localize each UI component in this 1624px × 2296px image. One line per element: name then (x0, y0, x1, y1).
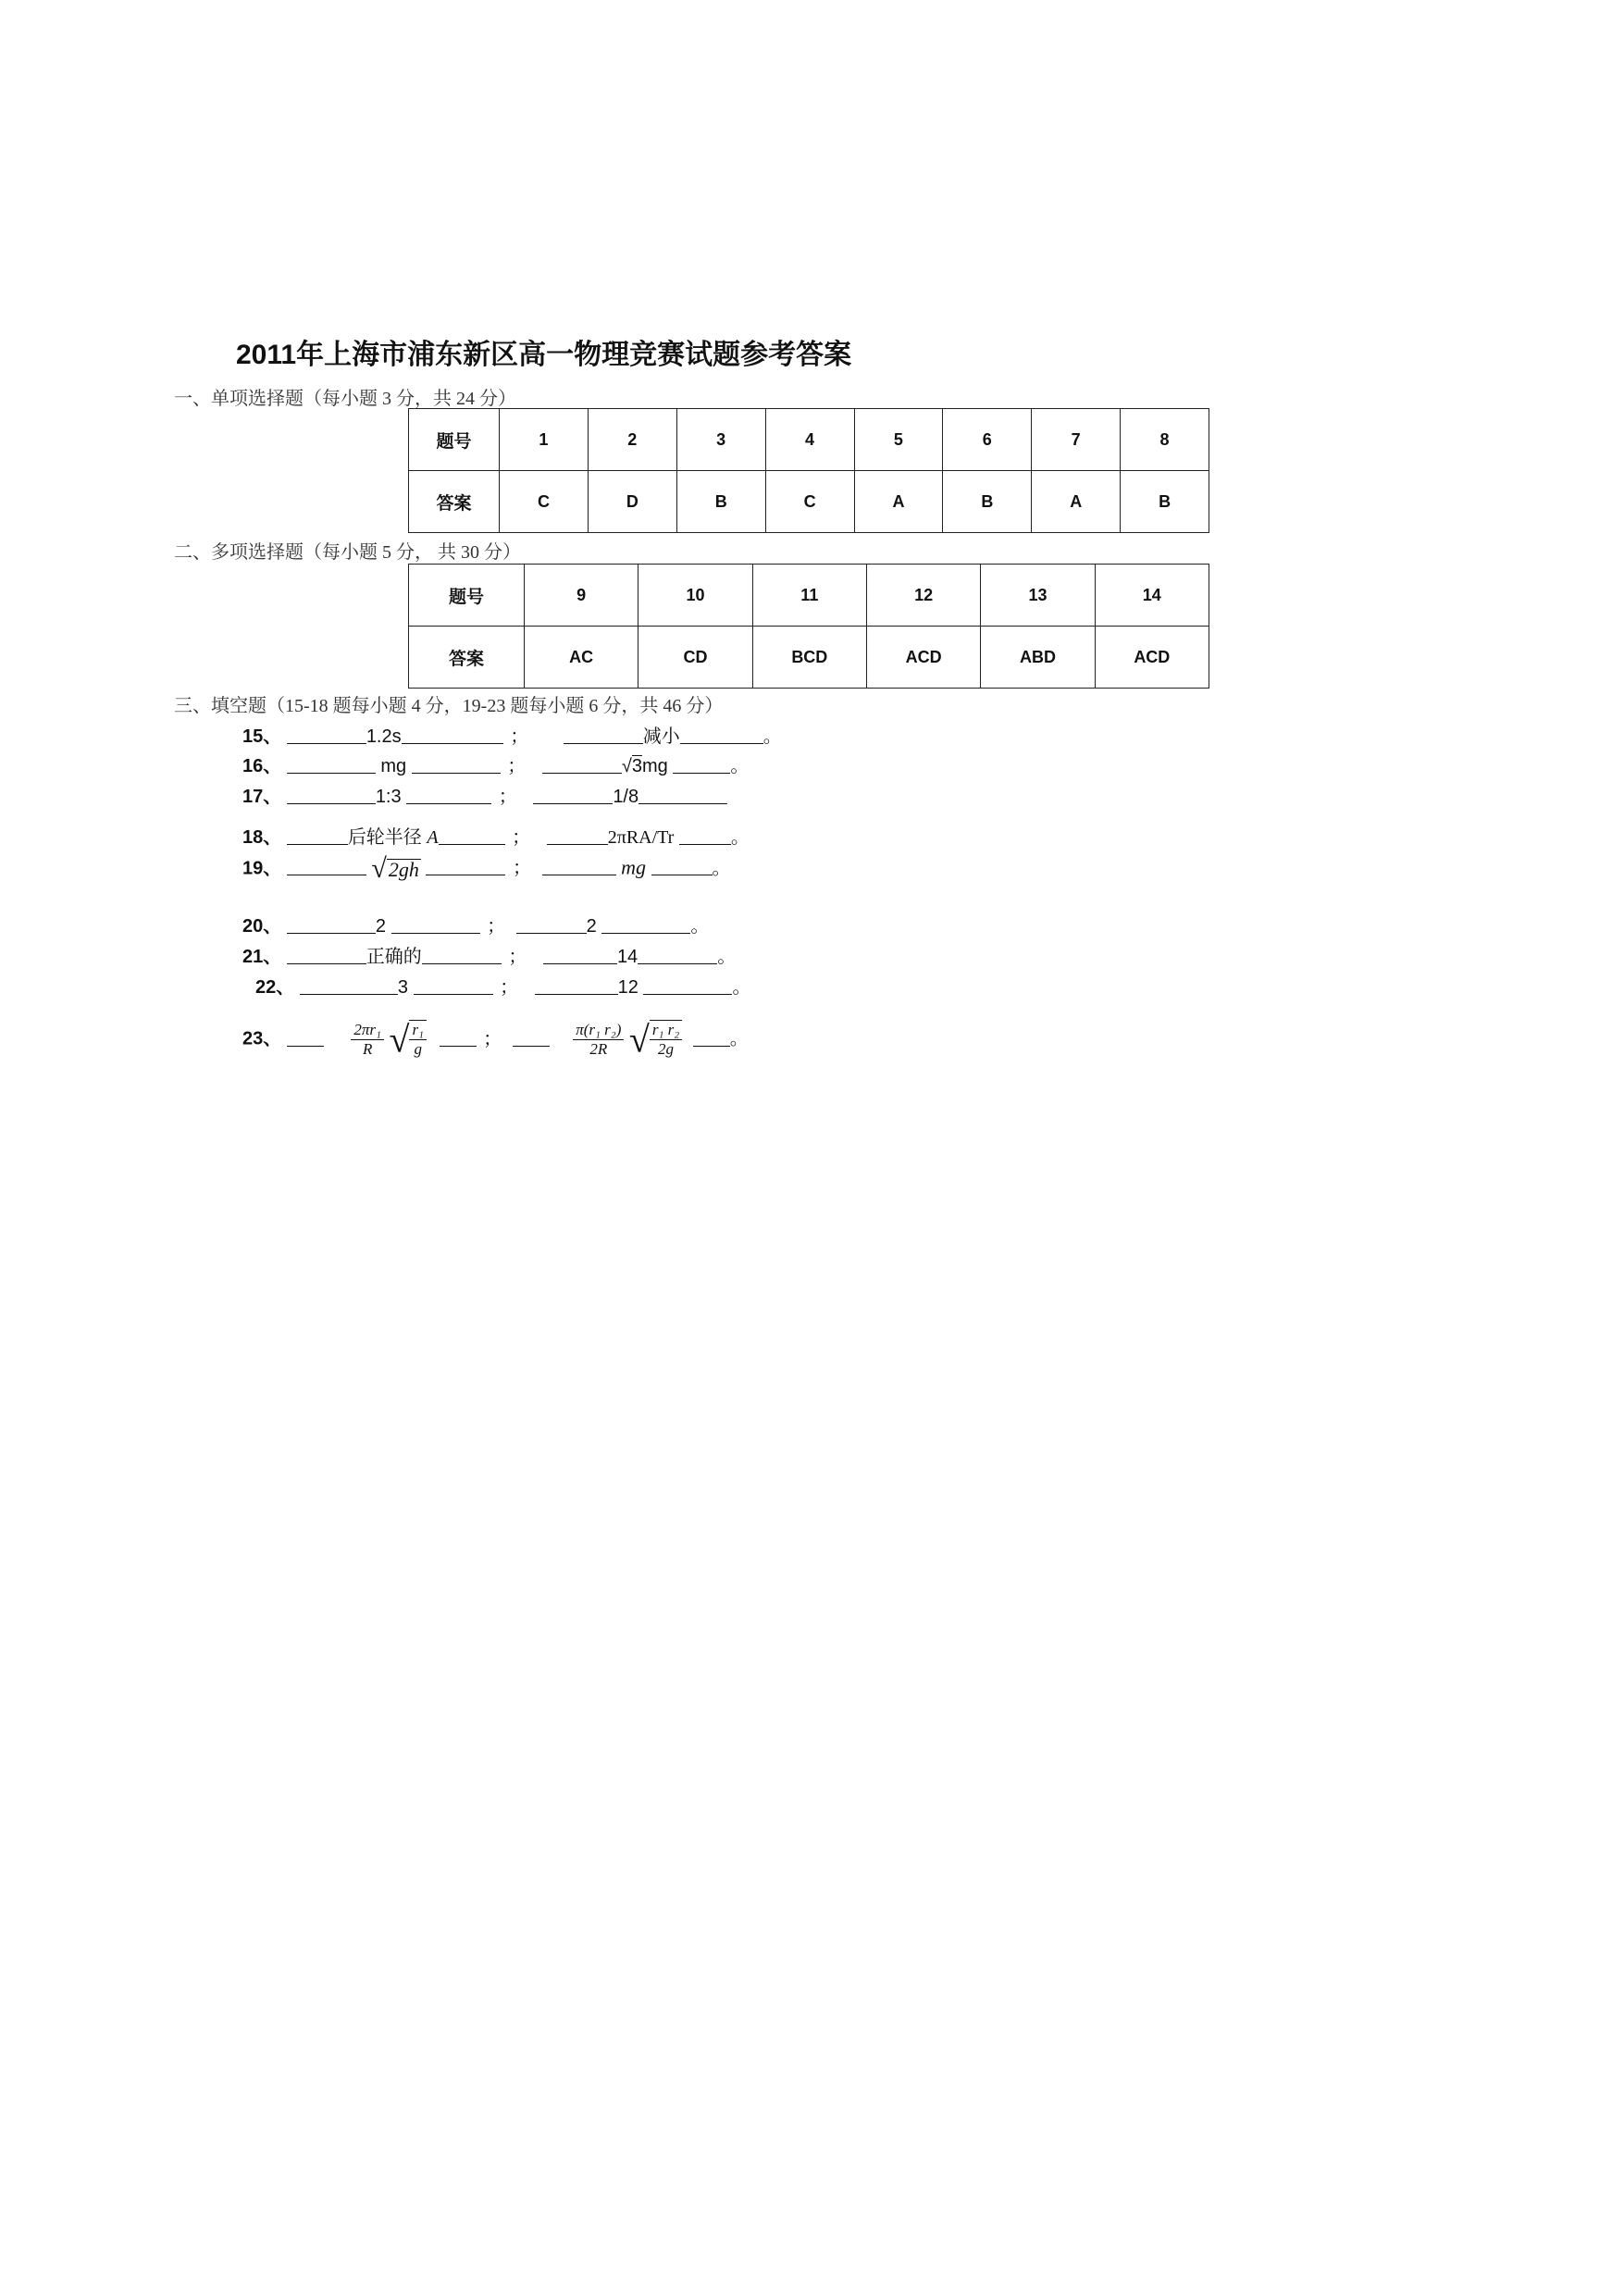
question-number: 5 (854, 409, 943, 471)
question-number: 19、 (242, 858, 282, 879)
question-number: 13 (981, 565, 1095, 627)
question-number: 21、 (242, 947, 282, 967)
answer-value: 后轮半径 (347, 827, 422, 848)
fill-answer-17: 17、 1:3 ； 1/8 (242, 788, 727, 806)
answer-cell: A (854, 471, 943, 533)
fraction: $\frac{\text{π(r₁ r₂)}}{2R}$ (573, 1021, 624, 1060)
table-row (409, 565, 1209, 627)
question-number: 15、 (242, 726, 282, 747)
fill-answer-23: 23、 $\frac{\text{2πr₁}}{R}$ √ $\frac{\text{r₁}}{g}$ ； $\frac{\text{π(r₁ r₂)}}{2R}$ √ $\frac{\text{r₁ r₂}}{2g}$ 。 (242, 1018, 749, 1061)
multi-choice-table (408, 564, 1209, 689)
table-row (409, 471, 1209, 533)
fill-answer-20: 20、 2 ； 2 。 (242, 916, 710, 937)
fill-answer-21: 21、 正确的 ； 14 。 (242, 947, 737, 967)
fill-answer-15: 15、 1.2s ； 减小 。 (242, 726, 782, 747)
question-number: 7 (1032, 409, 1121, 471)
answer-value: 12 (617, 977, 638, 998)
question-number: 3 (676, 409, 765, 471)
question-number: 17、 (242, 787, 282, 807)
answer-cell: BCD (752, 627, 866, 689)
answer-value: 1/8 (613, 787, 639, 807)
question-number: 8 (1121, 409, 1209, 471)
fill-answer-16: 16、 mg ； √3mg 。 (242, 756, 750, 776)
answer-value: 减小 (642, 726, 680, 747)
answer-cell: C (765, 471, 854, 533)
question-number: 20、 (242, 916, 282, 937)
fill-answer-18: 18、 后轮半径 A ； 2πRA/Tr 。 (242, 827, 750, 848)
question-number: 22、 (255, 977, 295, 998)
answer-cell: ACD (1095, 627, 1209, 689)
answer-header: 答案 (409, 627, 525, 689)
question-number-header: 题号 (409, 409, 500, 471)
question-number: 12 (866, 565, 980, 627)
sqrt-icon: √ (621, 756, 632, 776)
fill-answer-19: 19、 √2gh ； mg 。 (242, 853, 731, 884)
answer-value: mg (380, 756, 407, 776)
question-number: 2 (588, 409, 676, 471)
answer-value: 1.2s (366, 726, 402, 747)
answer-cell: AC (525, 627, 638, 689)
page-title: 2011年上海市浦东新区高一物理竞赛试题参考答案 (236, 340, 852, 370)
section-3-label: 三、填空题（15-18 题每小题 4 分，19-23 题每小题 6 分，共 46 分） (174, 696, 724, 716)
answer-cell: CD (638, 627, 752, 689)
answer-value: 2 (375, 916, 386, 937)
answer-value: 1:3 (375, 787, 402, 807)
answer-value: 3 (631, 756, 642, 776)
answer-cell: ABD (981, 627, 1095, 689)
question-number: 14 (1095, 565, 1209, 627)
question-number: 18、 (242, 827, 282, 848)
answer-cell: C (500, 471, 589, 533)
single-choice-table (408, 408, 1209, 533)
answer-value: 正确的 (366, 947, 422, 967)
question-number: 11 (752, 565, 866, 627)
answer-cell: B (676, 471, 765, 533)
question-number: 1 (500, 409, 589, 471)
answer-cell: ACD (866, 627, 980, 689)
answer-cell: A (1032, 471, 1121, 533)
table-row (409, 627, 1209, 689)
answer-cell: D (588, 471, 676, 533)
answer-value: 2gh (388, 857, 419, 881)
answer-cell: B (943, 471, 1032, 533)
answer-value: 3 (397, 977, 408, 998)
question-number: 4 (765, 409, 854, 471)
question-number: 16、 (242, 756, 282, 776)
sqrt-icon: √ $\frac{\text{r₁}}{g}$ (389, 1020, 426, 1060)
answer-header: 答案 (409, 471, 500, 533)
fill-answer-22: 22、 3 ； 12 。 (255, 977, 751, 998)
answer-value: mg (621, 855, 646, 879)
section-1-label: 一、单项选择题（每小题 3 分，共 24 分） (174, 389, 516, 409)
fraction: $\frac{\text{2πr₁}}{R}$ (351, 1021, 384, 1060)
answer-cell: B (1121, 471, 1209, 533)
question-number: 23、 (242, 1028, 282, 1049)
answer-value: 14 (616, 947, 638, 967)
answer-value: 2πRA/Tr (607, 827, 675, 848)
question-number: 10 (638, 565, 752, 627)
question-number: 6 (943, 409, 1032, 471)
question-number: 9 (525, 565, 638, 627)
answer-value: 2 (586, 916, 597, 937)
sqrt-icon: √ $\frac{\text{r₁ r₂}}{2g}$ (629, 1020, 682, 1060)
section-2-label: 二、多项选择题（每小题 5 分， 共 30 分） (174, 542, 521, 563)
sqrt-icon: √2gh (371, 853, 419, 884)
table-row (409, 409, 1209, 471)
question-number-header: 题号 (409, 565, 525, 627)
